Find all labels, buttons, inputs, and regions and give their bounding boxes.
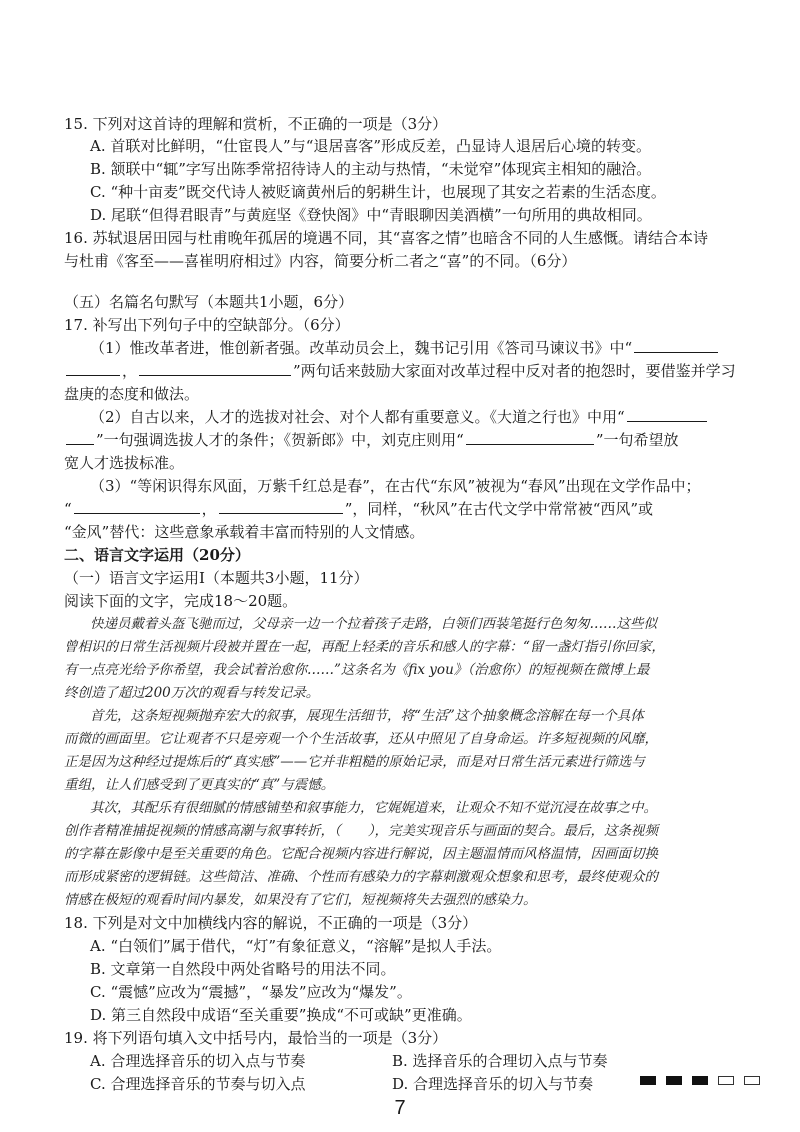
progress-mark-filled [692,1076,708,1085]
q18-option-a: A. “白领们”属于借代，“灯”有象征意义，“溶解”是拟人手法。 [90,937,502,955]
q18-stem: 18. 下列是对文中加横线内容的解说，不正确的一项是（3分） [64,914,478,932]
passage-line: 的字幕在影像中是至关重要的角色。它配合视频内容进行解说，因主题温情而风格温情，因画面切换 [64,846,658,862]
passage-line: 首先，这条短视频抛弃宏大的叙事，展现生活细节，将“生活”这个抽象概念溶解在每一个具体 [90,708,644,724]
passage-line: 快递员戴着头盔飞驰而过，父母亲一边一个拉着孩子走路，白领们西装笔挺行色匆匆……这些似 [90,616,657,632]
q17-stem: 17. 补写出下列句子中的空缺部分。（6分） [64,316,350,334]
progress-mark-empty [744,1076,760,1085]
q15-option-a: A. 首联对比鲜明，“仕宦畏人”与“退居喜客”形成反差，凸显诗人退居后心境的转变。 [90,137,652,155]
q17-part-2-line-3: 宽人才选拔标准。 [64,454,185,472]
passage-line: 而形成紧密的逻辑链。这些简洁、准确、个性而有感染力的字幕刺激观众想象和思考，最终使观众的 [64,869,658,885]
q18-option-c: C. “震憾”应改为“震撼”，“暴发”应改为“爆发”。 [90,983,412,1001]
q18-option-d: D. 第三自然段中成语“至关重要”换成“不可或缺”更准确。 [90,1006,472,1024]
page-number: 7 [394,1097,406,1119]
passage-line: 曾相识的日常生活视频片段被并置在一起，再配上轻柔的音乐和感人的字幕：“留一盏灯指引你回家， [64,639,665,655]
passage-line: 其次，其配乐有很细腻的情感铺垫和叙事能力，它娓娓道来，让观众不知不觉沉浸在故事之中。 [90,800,657,816]
passage-line: 创作者精准捕捉视频的情感高潮与叙事转折，（ ），完美实现音乐与画面的契合。最后，这条视频 [64,823,658,839]
q17-part-1-line-1: （1）惟改革者进，惟创新者强。改革动员会上，魏书记引用《答司马谏议书》中“ [90,337,720,359]
passage-line: 情感在极短的观看时间内暴发，如果没有了它们，短视频将失去强烈的感染力。 [64,892,537,908]
q17-part-2-line-1: （2）自古以来，人才的选拔对社会、对个人都有重要意义。《大道之行也》中用“ [90,406,709,428]
reading-instruction: 阅读下面的文字，完成18～20题。 [64,592,298,610]
q15-option-c: C. “种十亩麦”既交代诗人被贬谪黄州后的躬耕生计，也展现了其安之若素的生活态度。 [90,183,666,201]
fill-blank[interactable] [66,430,94,445]
q17-part-3-line-3: “金风”替代：这些意象承载着丰富而特别的人文情感。 [64,523,425,541]
q17-part-3-line-1: （3）“等闲识得东风面，万紫千红总是春”，在古代“东风”被视为“春风”出现在文学作品中； [90,477,701,495]
fill-blank[interactable] [634,338,718,353]
q19-option-c: C. 合理选择音乐的节奏与切入点 [90,1075,306,1093]
q15-option-b: B. 颔联中“辄”字写出陈季常招待诗人的主动与热情，“未觉窄”体现宾主相知的融洽。 [90,160,652,178]
q19-stem: 19. 将下列语句填入文中括号内，最恰当的一项是（3分） [64,1029,448,1047]
q15-stem: 15. 下列对这首诗的理解和赏析，不正确的一项是（3分） [64,115,448,133]
fill-blank[interactable] [139,361,291,376]
q19-option-d: D. 合理选择音乐的切入与节奏 [392,1075,594,1093]
fill-blank[interactable] [74,499,200,514]
passage-line: 正是因为这种经过提炼后的“真实感”——它并非粗糙的原始记录，而是对日常生活元素进行筛选与 [64,754,645,770]
fill-blank[interactable] [219,499,343,514]
part-2-subsection-heading: （一）语言文字运用Ⅰ（本题共3小题，11分） [64,569,369,587]
q15-option-d: D. 尾联“但得君眼青”与黄庭坚《登快阁》中“青眼聊因美酒横”一句所用的典故相同。 [90,206,652,224]
progress-mark-empty [718,1076,734,1085]
fill-blank[interactable] [466,430,594,445]
passage-line: 有一点亮光给予你希望，我会试着治愈你……”这条名为《fix you》（治愈你）的短视频在微博上最 [64,662,650,678]
fill-blank[interactable] [66,361,120,376]
progress-mark-filled [640,1076,656,1085]
passage-line: 重组，让人们感受到了更真实的“真”与震憾。 [64,777,335,793]
q17-part-2-line-2: ”一句强调选拔人才的条件；《贺新郎》中，刘克庄则用“ ”一句希望放 [64,429,679,451]
q19-option-a: A. 合理选择音乐的切入点与节奏 [90,1052,306,1070]
passage-line: 终创造了超过200万次的观看与转发记录。 [64,685,320,701]
q18-option-b: B. 文章第一自然段中两处省略号的用法不同。 [90,960,396,978]
section-5-heading: （五）名篇名句默写（本题共1小题，6分） [64,293,354,311]
q17-part-1-line-3: 盘庚的态度和做法。 [64,385,200,403]
q19-option-b: B. 选择音乐的合理切入点与节奏 [392,1052,608,1070]
progress-mark-filled [666,1076,682,1085]
page-progress-marks [640,1076,760,1085]
q16-line-2: 与杜甫《客至——喜崔明府相过》内容，简要分析二者之“喜”的不同。（6分） [64,252,577,270]
q17-part-1-line-2: ， ”两句话来鼓励大家面对改革过程中反对者的抱怨时，要借鉴并学习 [64,360,736,382]
q16-line-1: 16. 苏轼退居田园与杜甫晚年孤居的境遇不同，其“喜客之情”也暗含不同的人生感慨。请结合本诗 [64,229,708,247]
fill-blank[interactable] [627,407,707,422]
part-2-heading: 二、语言文字运用（20分） [64,546,250,564]
passage-line: 而微的画面里。它让观者不只是旁观一个个生活故事，还从中照见了自身命运。许多短视频的风靡， [64,731,658,747]
q17-part-3-line-2: “ ， ”，同样，“秋风”在古代文学中常常被“西风”或 [64,500,654,518]
